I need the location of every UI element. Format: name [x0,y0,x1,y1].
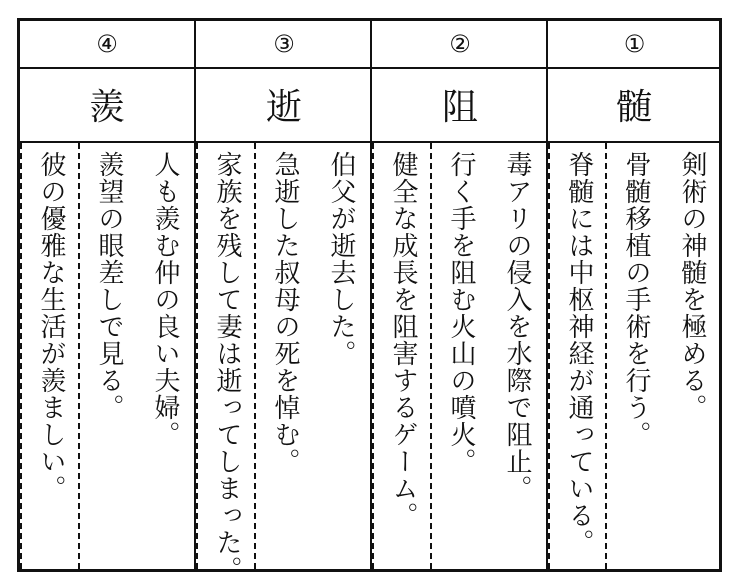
column-number: ④ [20,21,194,69]
sentence-area [548,143,721,569]
sentence-area [372,143,548,569]
sentence-text: 急逝した叔母の死を悼む。 [270,151,300,475]
column-3 [194,21,372,583]
sentence-cell [254,143,314,569]
sentence-text: 家族を残して妻は逝ってしまった。 [212,151,242,583]
sentence-cell [430,143,490,569]
column-number: ③ [196,21,372,69]
sentence-text: 毒アリの侵入を水際で阻止。 [502,151,532,502]
column-kanji: 羨 [20,67,194,143]
sentence-text: 行く手を阻む火山の噴火。 [446,151,476,475]
sentence-cell [488,143,546,569]
column-kanji: 阻 [372,67,548,143]
sentence-area [20,143,194,569]
column-number: ② [372,21,548,69]
sentence-cell [663,143,721,569]
column-4 [20,21,194,569]
column-1 [546,21,721,569]
sentence-cell [196,143,256,583]
sentence-cell [605,143,665,569]
sentence-text: 剣術の神髄を極める。 [677,151,707,421]
kanji-worksheet [17,18,722,583]
sentence-cell [372,143,432,569]
sentence-text: 羨望の眼差しで見る。 [94,151,124,421]
sentence-area [196,143,372,583]
column-number: ① [548,21,721,69]
sentence-text: 脊髄には中枢神経が通っている。 [564,151,594,556]
sentence-cell [78,143,138,569]
sentence-cell [312,143,370,569]
sentence-cell [136,143,194,569]
column-kanji: 逝 [196,67,372,143]
sentence-text: 伯父が逝去した。 [326,151,356,367]
sentence-text: 骨髄移植の手術を行う。 [621,151,651,448]
sentence-text: 彼の優雅な生活が羨ましい。 [36,151,66,502]
sentence-text: 健全な成長を阻害するゲーム。 [388,151,418,529]
sentence-cell [20,143,80,569]
column-kanji: 髄 [548,67,721,143]
column-2 [370,21,548,569]
sentence-cell [548,143,608,569]
sentence-text: 人も羨む仲の良い夫婦。 [150,151,180,448]
